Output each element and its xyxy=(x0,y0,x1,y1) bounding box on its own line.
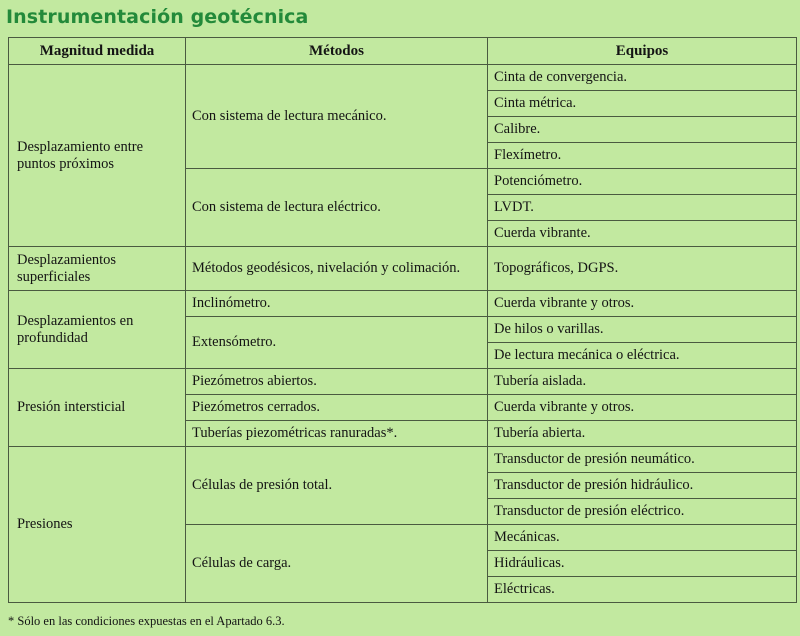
equipo-cell: LVDT. xyxy=(488,195,797,221)
metodo-celulas-presion: Células de presión total. xyxy=(186,447,488,525)
equipo-cell: Eléctricas. xyxy=(488,577,797,603)
header-equipos: Equipos xyxy=(488,38,797,65)
equipo-cell: Tubería abierta. xyxy=(488,421,797,447)
equipo-cell: Cuerda vibrante y otros. xyxy=(488,395,797,421)
footnote: * Sólo en las condiciones expuestas en el Apartado 6.3. xyxy=(8,614,285,628)
header-magnitud: Magnitud medida xyxy=(9,38,186,65)
equipo-cell: Transductor de presión hidráulico. xyxy=(488,473,797,499)
metodo-electrico: Con sistema de lectura eléctrico. xyxy=(186,169,488,247)
metodo-cell: Piezómetros abiertos. xyxy=(186,369,488,395)
equipo-cell: Cinta de convergencia. xyxy=(488,65,797,91)
metodo-extensometro: Extensómetro. xyxy=(186,317,488,369)
equipo-cell: Cinta métrica. xyxy=(488,91,797,117)
metodo-celulas-carga: Células de carga. xyxy=(186,525,488,603)
instrumentation-table xyxy=(8,37,797,603)
magnitud-desplazamientos-superficiales: Desplazamientos superficiales xyxy=(9,247,186,291)
table-row xyxy=(9,65,797,91)
metodo-geodesicos: Métodos geodésicos, nivelación y colimación. xyxy=(186,247,488,291)
page-title: Instrumentación geotécnica xyxy=(6,6,309,28)
equipo-cell: Mecánicas. xyxy=(488,525,797,551)
equipo-cell: Cuerda vibrante. xyxy=(488,221,797,247)
magnitud-desplazamientos-profundidad: Desplazamientos en profundidad xyxy=(9,291,186,369)
table-row xyxy=(9,447,797,473)
equipo-cell: Cuerda vibrante y otros. xyxy=(488,291,797,317)
table-header-row xyxy=(9,38,797,65)
equipo-cell: De hilos o varillas. xyxy=(488,317,797,343)
magnitud-desplazamiento-puntos: Desplazamiento entre puntos próximos xyxy=(9,65,186,247)
equipo-cell: De lectura mecánica o eléctrica. xyxy=(488,343,797,369)
equipo-cell: Transductor de presión neumático. xyxy=(488,447,797,473)
metodo-cell: Piezómetros cerrados. xyxy=(186,395,488,421)
equipo-cell: Tubería aislada. xyxy=(488,369,797,395)
equipo-cell: Potenciómetro. xyxy=(488,169,797,195)
equipo-cell: Calibre. xyxy=(488,117,797,143)
equipo-cell: Flexímetro. xyxy=(488,143,797,169)
equipo-cell: Topográficos, DGPS. xyxy=(488,247,797,291)
table-row xyxy=(9,369,797,395)
metodo-mecanico: Con sistema de lectura mecánico. xyxy=(186,65,488,169)
table-row xyxy=(9,291,797,317)
magnitud-presion-intersticial: Presión intersticial xyxy=(9,369,186,447)
equipo-cell: Hidráulicas. xyxy=(488,551,797,577)
metodo-cell: Tuberías piezométricas ranuradas*. xyxy=(186,421,488,447)
equipo-cell: Transductor de presión eléctrico. xyxy=(488,499,797,525)
table-row xyxy=(9,247,797,291)
header-metodos: Métodos xyxy=(186,38,488,65)
magnitud-presiones: Presiones xyxy=(9,447,186,603)
metodo-inclinometro: Inclinómetro. xyxy=(186,291,488,317)
